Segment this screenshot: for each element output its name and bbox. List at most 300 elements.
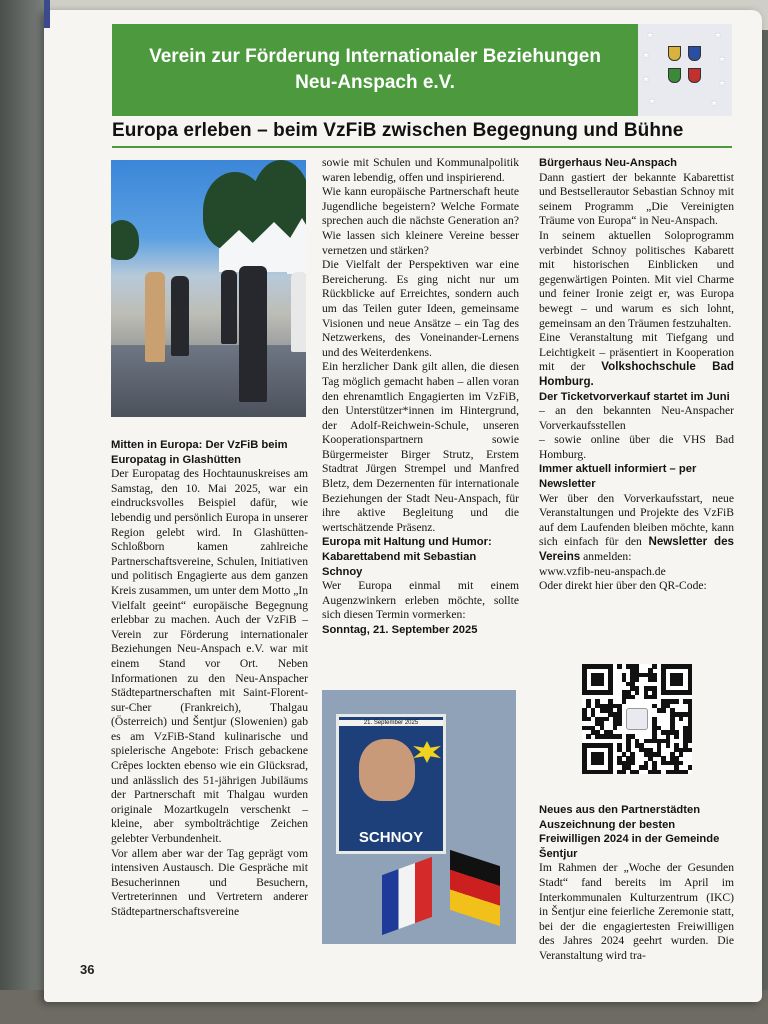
qr-module <box>591 673 596 678</box>
qr-module <box>595 734 600 739</box>
german-flag-icon <box>450 850 500 926</box>
qr-module <box>595 743 600 748</box>
page-number: 36 <box>80 962 95 977</box>
qr-module <box>582 690 587 695</box>
qr-module <box>679 677 684 682</box>
qr-module <box>586 734 591 739</box>
star-icon: ★ <box>718 78 727 88</box>
qr-module <box>652 686 657 691</box>
qr-module <box>679 690 684 695</box>
qr-module <box>666 699 671 704</box>
qr-module <box>591 743 596 748</box>
qr-module <box>644 752 649 757</box>
qr-module <box>688 765 693 770</box>
qr-module <box>688 664 693 669</box>
qr-module <box>639 748 644 753</box>
starburst-icon <box>413 741 441 763</box>
qr-module <box>674 690 679 695</box>
qr-module <box>679 770 684 775</box>
qr-module <box>648 752 653 757</box>
poster <box>336 714 446 854</box>
qr-module <box>674 765 679 770</box>
qr-module <box>670 682 675 687</box>
qr-module <box>613 734 618 739</box>
qr-module <box>674 734 679 739</box>
qr-module <box>630 756 635 761</box>
person-shape <box>291 272 306 352</box>
qr-module <box>652 752 657 757</box>
qr-module <box>608 770 613 775</box>
qr-module <box>670 677 675 682</box>
qr-module <box>586 690 591 695</box>
section-heading-kabarett: Europa mit Haltung und Humor: Kabarettabend mit Sebastian Schnoy <box>322 536 492 578</box>
paragraph-text: anmelden: <box>580 550 632 564</box>
qr-module <box>666 664 671 669</box>
qr-module <box>679 673 684 678</box>
paragraph: – sowie online über die VHS Bad Homburg. <box>539 433 734 461</box>
paragraph <box>539 492 734 565</box>
poster-name: SCHNOY <box>358 829 424 846</box>
qr-module <box>604 734 609 739</box>
qr-module <box>591 677 596 682</box>
star-icon: ★ <box>714 30 723 40</box>
qr-module <box>652 770 657 775</box>
qr-module <box>688 748 693 753</box>
qr-module <box>688 708 693 713</box>
qr-module <box>630 761 635 766</box>
qr-module <box>608 748 613 753</box>
qr-module <box>674 682 679 687</box>
qr-module <box>648 770 653 775</box>
qr-module <box>652 673 657 678</box>
qr-module <box>670 726 675 731</box>
qr-module <box>600 704 605 709</box>
qr-module <box>652 677 657 682</box>
banner-title-line1: Verein zur Förderung Internationaler Beziehungen <box>149 46 601 67</box>
qr-module <box>600 721 605 726</box>
qr-module <box>608 686 613 691</box>
qr-module <box>595 756 600 761</box>
qr-module <box>630 686 635 691</box>
qr-module <box>604 664 609 669</box>
qr-code[interactable] <box>582 664 692 774</box>
column-3 <box>539 156 734 594</box>
qr-module <box>683 690 688 695</box>
qr-module <box>622 761 627 766</box>
qr-module <box>595 682 600 687</box>
qr-module <box>670 756 675 761</box>
column-3-partner-news <box>539 803 734 964</box>
qr-module <box>600 708 605 713</box>
qr-module <box>617 664 622 669</box>
qr-module <box>688 712 693 717</box>
qr-module <box>582 752 587 757</box>
qr-module <box>670 690 675 695</box>
vhs-name: Volkshochschule Bad Homburg. <box>539 360 735 388</box>
qr-module <box>679 682 684 687</box>
qr-module <box>674 743 679 748</box>
qr-module <box>670 708 675 713</box>
qr-module <box>600 717 605 722</box>
qr-module <box>586 770 591 775</box>
paragraph: Vor allem aber war der Tag geprägt vom intensiven Austausch. Die Gespräche mit Besucherinnen und Besuchern, Vertreterinnen und Vertretern anderer Städtepartnerschaftsvereine <box>111 846 308 918</box>
qr-module <box>683 734 688 739</box>
qr-module <box>595 730 600 735</box>
qr-module <box>666 761 671 766</box>
qr-module <box>608 690 613 695</box>
qr-module <box>600 690 605 695</box>
paragraph: – an den bekannten Neu-Anspacher Vorverkaufsstellen <box>539 404 734 432</box>
qr-module <box>630 682 635 687</box>
qr-module <box>652 664 657 669</box>
qr-module <box>670 664 675 669</box>
column-2 <box>322 156 519 638</box>
qr-module <box>582 770 587 775</box>
qr-module <box>626 743 631 748</box>
coat-of-arms-logo <box>638 24 732 116</box>
qr-module <box>679 748 684 753</box>
newsletter-heading: Immer aktuell informiert – per Newsletter <box>539 463 697 491</box>
qr-module <box>666 743 671 748</box>
qr-module <box>591 770 596 775</box>
qr-module <box>622 752 627 757</box>
qr-module <box>683 664 688 669</box>
qr-module <box>661 686 666 691</box>
qr-module <box>586 699 591 704</box>
crest-icon <box>688 46 701 61</box>
paragraph-text: Eine Veranstaltung mit Tiefgang und Leichtigkeit – präsentiert in Kooperation mit der <box>539 331 734 374</box>
qr-module <box>630 770 635 775</box>
qr-module <box>666 739 671 744</box>
qr-module <box>648 668 653 673</box>
qr-module <box>648 748 653 753</box>
qr-module <box>679 752 684 757</box>
qr-module <box>595 664 600 669</box>
qr-module <box>582 668 587 673</box>
qr-module <box>666 704 671 709</box>
star-icon: ★ <box>648 96 657 106</box>
qr-module <box>644 765 649 770</box>
qr-module <box>688 686 693 691</box>
qr-module <box>613 712 618 717</box>
europatag-photo <box>111 160 306 417</box>
qr-module <box>582 765 587 770</box>
qr-module <box>586 717 591 722</box>
qr-module <box>626 765 631 770</box>
qr-module <box>648 686 653 691</box>
qr-module <box>608 677 613 682</box>
paragraph: sowie mit Schulen und Kommunalpolitik waren lebendig, offen und inspirierend. <box>322 156 519 184</box>
qr-module <box>608 704 613 709</box>
qr-module <box>604 770 609 775</box>
ticket-heading: Der Ticketvorverkauf startet im Juni <box>539 390 730 403</box>
qr-module <box>617 734 622 739</box>
qr-module <box>688 690 693 695</box>
qr-module <box>661 708 666 713</box>
qr-module <box>626 739 631 744</box>
qr-module <box>617 717 622 722</box>
qr-module <box>613 726 618 731</box>
qr-module <box>591 730 596 735</box>
qr-module <box>595 704 600 709</box>
banner-title <box>112 24 638 116</box>
qr-module <box>604 730 609 735</box>
qr-module <box>688 673 693 678</box>
qr-module <box>626 748 631 753</box>
qr-module <box>613 704 618 709</box>
qr-module <box>608 699 613 704</box>
qr-module <box>674 748 679 753</box>
qr-module <box>679 717 684 722</box>
qr-module <box>666 730 671 735</box>
qr-module <box>639 673 644 678</box>
qr-module <box>661 730 666 735</box>
paragraph <box>539 331 734 389</box>
qr-module <box>661 761 666 766</box>
qr-module <box>644 748 649 753</box>
qr-module <box>648 756 653 761</box>
qr-module <box>608 765 613 770</box>
qr-module <box>608 708 613 713</box>
kabarett-poster-photo <box>322 690 516 944</box>
qr-module <box>626 690 631 695</box>
qr-module <box>688 734 693 739</box>
website-url[interactable]: www.vzfib-neu-anspach.de <box>539 564 666 578</box>
qr-module <box>683 726 688 731</box>
qr-module <box>600 673 605 678</box>
qr-module <box>635 686 640 691</box>
qr-module <box>582 726 587 731</box>
qr-module <box>604 704 609 709</box>
qr-module <box>688 704 693 709</box>
qr-module <box>622 690 627 695</box>
qr-module <box>608 756 613 761</box>
qr-module <box>670 761 675 766</box>
paragraph: Der Europatag des Hochtaunuskreises am Samstag, den 10. Mai 2025, war ein eindrucksvolles Beispiel dafür, wie lebendig und persönlich Europa in unserer Region gelebt wird. In Glashütten-Schloßborn kamen zahlreiche Partnerschaftsvereine, Schulen, Initiativen und politisch Engagierte aus dem ganzen Kreis zusammen, um unter dem Motto „In Vielfalt geeint“ europäische Begegnung erlebbar zu machen. Auch der VzFiB – Verein zur Förderung internationaler Beziehungen Neu-Anspach e.V. war mit einem Stand vor Ort. Neben Informationen zu den Neu-Anspacher Städtepartnerschaften mit Saint-Florent-sur-Cher (Frankreich), Thalgau (Österreich) und Šentjur (Slowenien) gab es am VzFiB-Stand kulinarische und spielerische Angebote: Frisch gebackene Crêpes lockten ebenso wie ein Glücksrad, und anlässlich des 51-jährigen Jubiläums der Partnerschaft mit Thalgau wurden originale Mozartkugeln verschenkt – kleine, aber symbolträchtige Zeichen gelebter Verbundenheit. <box>111 467 308 846</box>
qr-module <box>652 717 657 722</box>
qr-module <box>652 704 657 709</box>
qr-module <box>608 664 613 669</box>
qr-module <box>630 695 635 700</box>
qr-module <box>626 682 631 687</box>
qr-module <box>688 739 693 744</box>
qr-module <box>617 712 622 717</box>
qr-module <box>613 721 618 726</box>
qr-module <box>582 756 587 761</box>
person-shape <box>171 276 189 356</box>
qr-module <box>626 695 631 700</box>
qr-module <box>630 752 635 757</box>
qr-module <box>644 761 649 766</box>
paragraph: Im Rahmen der „Woche der Gesunden Stadt“ fand bereits im April im Interkommunalen Kulturzentrum (IKC) in Šentjur eine feierliche Zeremonie statt, bei der die engagiertesten Freiwilligen des Jahres 2024 geehrt wurden. Die Veranstaltung wird tra- <box>539 861 734 962</box>
qr-module <box>617 756 622 761</box>
qr-module <box>652 761 657 766</box>
street-ground <box>111 345 306 417</box>
qr-module <box>600 734 605 739</box>
qr-module <box>591 756 596 761</box>
qr-module <box>595 690 600 695</box>
section-heading-europatag: Mitten in Europa: Der VzFiB beim Europatag in Glashütten <box>111 439 288 466</box>
qr-module <box>661 673 666 678</box>
qr-module <box>586 704 591 709</box>
qr-module <box>661 677 666 682</box>
paragraph: In seinem aktuellen Soloprogramm verbindet Schnoy politisches Kabarett mit historischen Einblicken und gegenwärtigen Pointen. Mit viel Charme und feiner Ironie zeigt er, was Europa bewegt – und warum es sich lohnt, gemeinsam an den Träumen festzuhalten. <box>539 228 734 330</box>
qr-module <box>595 699 600 704</box>
qr-module <box>657 708 662 713</box>
crest-icon <box>668 68 681 83</box>
qr-module <box>644 695 649 700</box>
qr-module <box>666 690 671 695</box>
magazine-spine <box>44 0 50 28</box>
qr-module <box>652 721 657 726</box>
qr-module <box>582 717 587 722</box>
qr-module <box>613 717 618 722</box>
header-banner <box>112 24 732 116</box>
qr-module <box>657 770 662 775</box>
qr-module <box>683 739 688 744</box>
qr-module <box>608 712 613 717</box>
qr-module <box>630 664 635 669</box>
qr-module <box>674 699 679 704</box>
qr-module <box>630 734 635 739</box>
qr-module <box>635 770 640 775</box>
qr-module <box>670 721 675 726</box>
qr-module <box>674 673 679 678</box>
qr-module <box>582 682 587 687</box>
qr-module <box>666 770 671 775</box>
qr-module <box>688 668 693 673</box>
qr-module <box>582 712 587 717</box>
qr-module <box>600 682 605 687</box>
qr-module <box>661 668 666 673</box>
qr-module <box>582 761 587 766</box>
paragraph: Wer Europa einmal mit einem Augenzwinkern erleben möchte, sollte sich diesen Termin vormerken: <box>322 579 519 622</box>
qr-module <box>652 765 657 770</box>
qr-module <box>652 726 657 731</box>
qr-module <box>648 739 653 744</box>
qr-module <box>635 743 640 748</box>
qr-module <box>648 695 653 700</box>
qr-module <box>674 730 679 735</box>
qr-module <box>586 726 591 731</box>
qr-module <box>630 673 635 678</box>
qr-module <box>600 677 605 682</box>
qr-module <box>688 726 693 731</box>
qr-module <box>648 673 653 678</box>
qr-module <box>586 743 591 748</box>
qr-module <box>688 730 693 735</box>
qr-logo-icon <box>626 708 648 730</box>
qr-module <box>661 682 666 687</box>
qr-caption: Oder direkt hier über den QR-Code: <box>539 579 707 593</box>
qr-module <box>683 748 688 753</box>
qr-module <box>622 695 627 700</box>
qr-module <box>626 761 631 766</box>
qr-module <box>582 677 587 682</box>
qr-module <box>617 708 622 713</box>
qr-module <box>591 712 596 717</box>
qr-module <box>639 765 644 770</box>
qr-module <box>595 717 600 722</box>
qr-module <box>600 743 605 748</box>
qr-module <box>644 690 649 695</box>
qr-module <box>595 752 600 757</box>
qr-module <box>688 717 693 722</box>
qr-module <box>595 770 600 775</box>
qr-module <box>674 664 679 669</box>
qr-module <box>683 743 688 748</box>
qr-module <box>600 752 605 757</box>
qr-module <box>591 682 596 687</box>
qr-module <box>622 765 627 770</box>
qr-module <box>657 726 662 731</box>
qr-module <box>582 664 587 669</box>
qr-module <box>591 664 596 669</box>
qr-module <box>657 748 662 753</box>
qr-module <box>661 690 666 695</box>
paragraph-text: Wer über den Vorverkaufsstart, neue Veranstaltungen und Projekte des VzFiB auf dem Laufenden bleiben möchte, kann sich einfach für den <box>539 491 734 549</box>
table-surface-left <box>0 0 46 1024</box>
qr-module <box>586 664 591 669</box>
qr-module <box>595 673 600 678</box>
qr-module <box>604 690 609 695</box>
qr-module <box>670 752 675 757</box>
qr-module <box>670 730 675 735</box>
qr-module <box>670 712 675 717</box>
event-date: Sonntag, 21. September 2025 <box>322 624 478 636</box>
qr-module <box>608 673 613 678</box>
qr-module <box>617 748 622 753</box>
qr-module <box>657 739 662 744</box>
qr-module <box>670 717 675 722</box>
qr-module <box>661 664 666 669</box>
qr-module <box>652 690 657 695</box>
qr-module <box>617 721 622 726</box>
qr-module <box>630 668 635 673</box>
qr-module <box>582 743 587 748</box>
qr-module <box>666 734 671 739</box>
event-venue: Bürgerhaus Neu-Anspach <box>539 157 678 169</box>
qr-module <box>604 717 609 722</box>
qr-module <box>683 712 688 717</box>
paragraph: Die Vielfalt der Perspektiven war eine Bereicherung. Es ging nicht nur um Rückblicke auf Erreichtes, sondern auch um das Teilen guter Ideen, gemeinsame Visionen und neue Ansätze – ein Tag des Netzwerkens, des Voneinander-Lernens und des Weiterdenkens. <box>322 258 519 359</box>
qr-module <box>657 752 662 757</box>
qr-module <box>661 739 666 744</box>
star-icon: ★ <box>710 98 719 108</box>
qr-module <box>635 690 640 695</box>
qr-module <box>652 739 657 744</box>
qr-module <box>591 708 596 713</box>
qr-module <box>683 699 688 704</box>
qr-module <box>600 761 605 766</box>
qr-module <box>608 734 613 739</box>
qr-module <box>635 664 640 669</box>
person-shape <box>239 266 267 402</box>
qr-module <box>582 686 587 691</box>
star-icon: ★ <box>642 74 651 84</box>
section-heading-partnerstaedte: Neues aus den Partnerstädten Auszeichnung der besten Freiwilligen 2024 in der Gemeinde Šentjur <box>539 804 720 860</box>
qr-module <box>600 756 605 761</box>
qr-module <box>582 708 587 713</box>
person-shape <box>145 272 165 362</box>
qr-module <box>688 682 693 687</box>
qr-module <box>604 708 609 713</box>
qr-module <box>674 677 679 682</box>
qr-module <box>608 668 613 673</box>
qr-module <box>626 734 631 739</box>
qr-module <box>617 704 622 709</box>
qr-module <box>679 664 684 669</box>
